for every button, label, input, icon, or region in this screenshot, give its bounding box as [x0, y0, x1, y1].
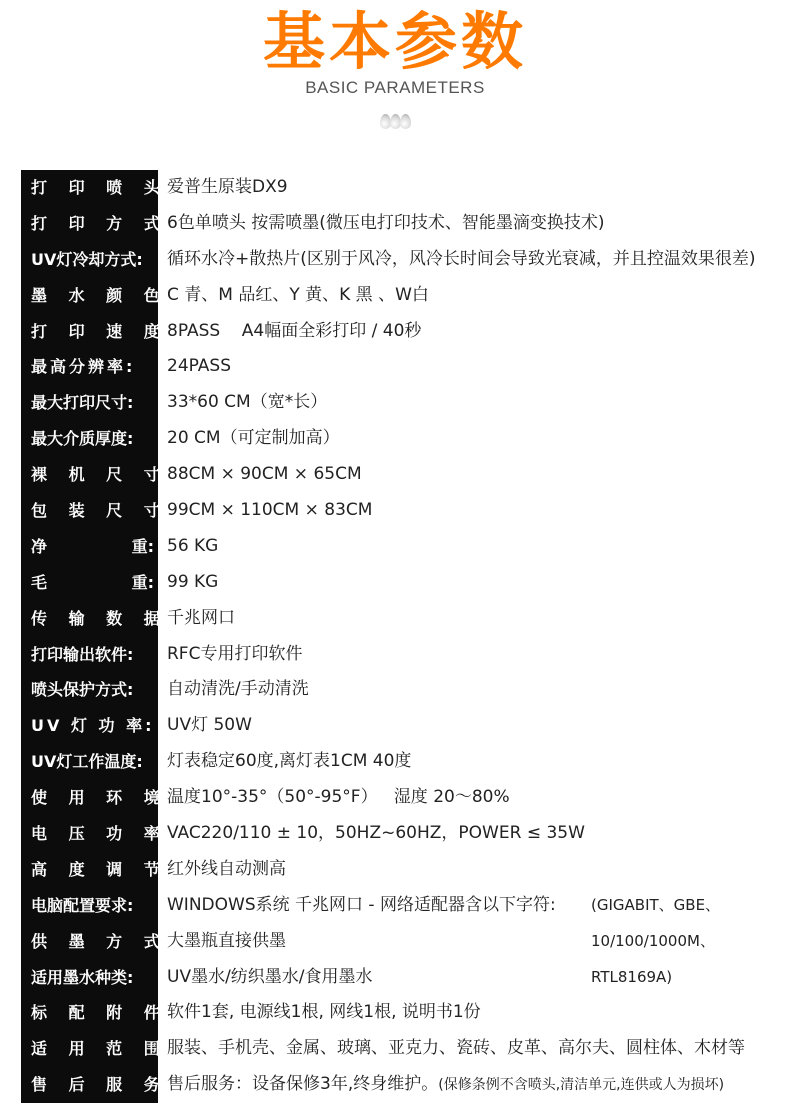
param-label-start: 净 — [31, 536, 48, 556]
param-row — [21, 888, 790, 924]
param-value: 8PASS A4幅面全彩打印 / 40秒 — [167, 320, 422, 341]
param-row — [21, 206, 790, 242]
param-row — [21, 672, 790, 708]
ink-drops-icon — [378, 114, 414, 136]
param-value: 灯表稳定60度,离灯表1CM 40度 — [167, 751, 412, 772]
param-label: 标 配 附 件: — [21, 995, 158, 1031]
param-value: 88CM × 90CM × 65CM — [167, 464, 362, 485]
param-label: 使 用 环 境: — [21, 780, 158, 816]
param-value: 大墨瓶直接供墨 — [167, 930, 286, 951]
param-label — [21, 565, 158, 601]
param-label: UV灯工作温度: — [21, 744, 158, 780]
page-title: 基本参数 — [262, 5, 527, 78]
param-value: 33*60 CM（宽*长） — [167, 392, 328, 413]
param-label: 墨 水 颜 色: — [21, 278, 158, 314]
param-row — [21, 995, 790, 1031]
param-value: WINDOWS系统 千兆网口 - 网络适配器含以下字符: — [167, 894, 556, 915]
param-label: 供 墨 方 式: — [21, 924, 158, 960]
param-value: 99CM × 110CM × 83CM — [167, 500, 373, 521]
param-row — [21, 314, 790, 350]
param-row — [21, 816, 790, 852]
param-value: 56 KG — [167, 535, 219, 556]
param-value: RFC专用打印软件 — [167, 643, 303, 664]
param-label-end: 重: — [131, 572, 154, 592]
param-label: 最高分辨率: — [21, 349, 158, 385]
param-row — [21, 457, 790, 493]
param-row — [21, 385, 790, 421]
param-row — [21, 924, 790, 960]
param-row — [21, 529, 790, 565]
param-value: C 青、M 品红、Y 黄、K 黑 、W白 — [167, 284, 429, 305]
param-value: 6色单喷头 按需喷墨(微压电打印技术、智能墨滴变换技术) — [167, 212, 605, 233]
param-value: 软件1套, 电源线1根, 网线1根, 说明书1份 — [167, 1002, 481, 1023]
param-value: 99 KG — [167, 571, 219, 592]
param-label: 打 印 喷 头: — [21, 170, 158, 206]
page-subtitle: BASIC PARAMETERS — [305, 78, 485, 97]
param-value: VAC220/110 ± 10，50HZ~60HZ，POWER ≤ 35W — [167, 823, 585, 844]
param-value: 红外线自动测高 — [167, 858, 286, 879]
param-label: UV灯冷却方式: — [21, 242, 158, 278]
param-row — [21, 493, 790, 529]
param-row — [21, 960, 790, 996]
param-value-note: (保修条例不含喷头,清洁单元,连供或人为损坏) — [438, 1077, 725, 1094]
param-row — [21, 637, 790, 673]
ink-drop-icon — [400, 114, 411, 129]
param-row — [21, 421, 790, 457]
param-value — [167, 1067, 724, 1103]
param-value: UV墨水/纺织墨水/食用墨水 — [167, 966, 373, 987]
param-row — [21, 242, 790, 278]
param-label-end: 重: — [131, 536, 154, 556]
param-row — [21, 1031, 790, 1067]
param-label: 售 后 服 务: — [21, 1067, 158, 1103]
param-row — [21, 349, 790, 385]
param-value: 服装、手机壳、金属、玻璃、亚克力、瓷砖、皮革、高尔夫、圆柱体、木材等 — [167, 1038, 745, 1059]
param-row — [21, 1067, 790, 1103]
param-value: 自动清洗/手动清洗 — [167, 679, 309, 700]
param-value: 千兆网口 — [167, 607, 235, 628]
param-row — [21, 780, 790, 816]
param-value-main: 售后服务：设备保修3年,终身维护。 — [167, 1074, 439, 1095]
param-label — [21, 529, 158, 565]
param-row — [21, 852, 790, 888]
param-label: 最大打印尺寸: — [21, 385, 158, 421]
param-label: 包 装 尺 寸: — [21, 493, 158, 529]
param-row — [21, 708, 790, 744]
param-value: 24PASS — [167, 356, 232, 377]
param-label: 适 用 范 围: — [21, 1031, 158, 1067]
param-label: 喷头保护方式: — [21, 672, 158, 708]
param-label: 打 印 速 度: — [21, 314, 158, 350]
param-value: 爱普生原装DX9 — [167, 177, 288, 197]
param-side-note: 10/100/1000M、 — [591, 931, 715, 950]
param-row — [21, 601, 790, 637]
param-label: 高 度 调 节: — [21, 852, 158, 888]
param-value: 20 CM（可定制加高） — [167, 428, 340, 449]
param-label: 最大介质厚度: — [21, 421, 158, 457]
param-value: 循环水冷+散热片(区别于风冷，风冷长时间会导致光衰减，并且控温效果很差) — [167, 248, 756, 269]
param-label: UV 灯 功 率: — [21, 708, 158, 744]
param-value: UV灯 50W — [167, 715, 252, 736]
param-label: 适用墨水种类: — [21, 960, 158, 996]
param-label: 电 压 功 率: — [21, 816, 158, 852]
param-row — [21, 565, 790, 601]
param-row — [21, 278, 790, 314]
param-label-start: 毛 — [31, 572, 48, 592]
param-label: 打印输出软件: — [21, 637, 158, 673]
param-side-note: (GIGABIT、GBE、 — [591, 895, 721, 914]
parameters-table — [21, 170, 790, 1103]
param-row — [21, 170, 790, 206]
param-side-note: RTL8169A) — [591, 967, 673, 986]
param-value: 温度10°-35°（50°-95°F） 湿度 20～80% — [167, 787, 510, 808]
param-label: 裸 机 尺 寸: — [21, 457, 158, 493]
param-label: 打 印 方 式: — [21, 206, 158, 242]
param-label: 传 输 数 据: — [21, 601, 158, 637]
param-row — [21, 744, 790, 780]
param-label: 电脑配置要求: — [21, 888, 158, 924]
